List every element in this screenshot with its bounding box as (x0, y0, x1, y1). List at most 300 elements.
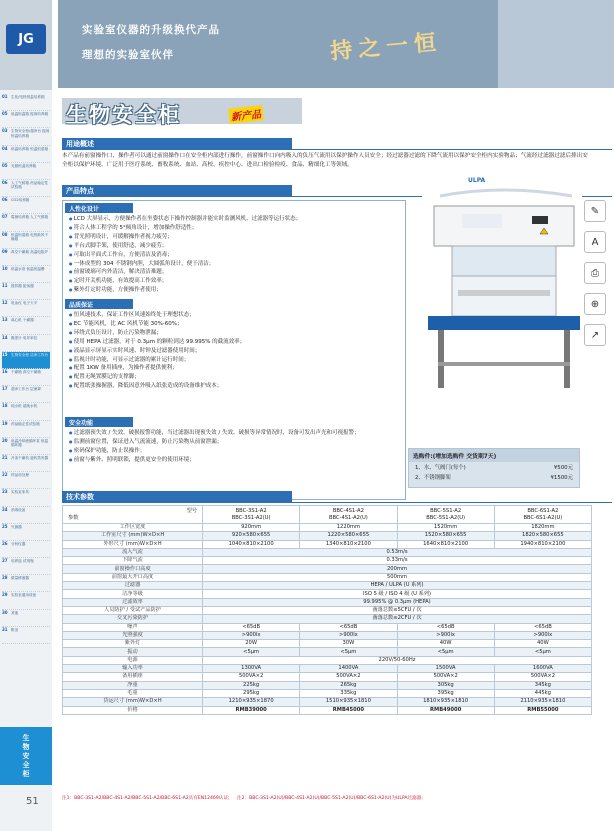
nav-num: 13 (2, 317, 8, 323)
nav-label: 灭菌器 (11, 524, 22, 529)
row-label: 工作区宽度 (63, 524, 203, 532)
feature-item (69, 286, 401, 295)
table-row (63, 640, 592, 648)
nav-num: 12 (2, 300, 8, 306)
nav-num: 17 (2, 386, 8, 392)
nav-item[interactable] (2, 610, 50, 627)
feature-text: 符合人体工程学的 5°倾角设计，增加操作舒适性； (73, 224, 198, 231)
nav-item[interactable] (2, 111, 50, 128)
nav-item[interactable] (2, 335, 50, 352)
nav-item[interactable] (2, 369, 50, 386)
nav-label: 生物安全柜 洁净工作台 (11, 352, 49, 357)
table-row (63, 689, 592, 697)
nav-num: 10 (2, 265, 8, 271)
feature-item (69, 438, 401, 447)
feature-item (69, 251, 401, 260)
nav-label: 纯水机 超纯水机 (11, 404, 38, 409)
product-image (422, 186, 582, 396)
row-value: RMB39000 (203, 706, 300, 714)
row-value: 1220×580×655 (300, 532, 397, 540)
row-label: 电源 (63, 656, 203, 664)
page-title: 生物安全柜 (66, 103, 181, 127)
nav-item[interactable] (2, 438, 50, 455)
header-model: 型号 (186, 507, 197, 514)
bullet-icon: ● (69, 312, 74, 317)
sub-humanized: 人性化设计 (65, 203, 133, 213)
banner-line1: 实验室仪器的升级换代产品 (82, 24, 220, 36)
nav-label: 搅拌器 振荡器 (11, 284, 34, 289)
feature-text: 前窗玻璃可内外清洁，解决清洁难题； (73, 269, 168, 276)
nav-item[interactable] (2, 94, 50, 111)
row-value: 1510×935×1810 (300, 698, 397, 706)
quality-list (69, 311, 401, 391)
feature-text: 定时开关机功能，有效提高工作效率； (73, 278, 168, 285)
bullet-icon: ● (69, 456, 74, 462)
model-header: BBC-4S1-A2 BBC-4S1-A2(U) (300, 506, 397, 524)
nav-num: 24 (2, 506, 8, 512)
feature-item (69, 456, 401, 465)
nav-num: 31 (2, 626, 8, 632)
feature-text: 密码保护功能，防止误操作； (73, 447, 146, 454)
intro-text: 本产品有前窗操作口，操作者可以通过前窗操作口在安全柜内部进行操作，前窗操作口向内吸入的负压气流用以保护操作人员安全；经过滤器过滤的下降气流用以保护安全柜内实验物品；气流经过滤器过滤后排出安全柜以保护环境。广泛用于医疗系统、畜牧系统、血站、高校、疾控中心、进出口检验检疫、食品、精细化工等领域。 (62, 153, 588, 168)
row-value: 1520mm (397, 524, 494, 532)
feature-item (69, 215, 401, 224)
nav-label: 分析仪器 (11, 541, 26, 546)
edit-icon[interactable]: ✎ (584, 200, 606, 222)
feature-text: 恒风速技术，保证工作区风速始终处于理想状态； (73, 312, 195, 318)
header-corner (63, 506, 203, 524)
nav-num: 07 (2, 214, 8, 220)
feature-item (69, 356, 401, 365)
nav-label: 离心机 干燥器 (11, 318, 34, 323)
nav-label: 真空干燥箱 高温电阻炉 (11, 249, 49, 254)
nav-item[interactable] (2, 180, 50, 197)
nav-num: 19 (2, 420, 8, 426)
nav-label: 低温冷却液循环泵 恒温循环器 (11, 438, 49, 447)
bullet-icon: ● (69, 320, 74, 326)
row-value: 1600VA (494, 665, 591, 673)
model-header: BBC-6S1-A2 BBC-6S1-A2(U) (494, 506, 591, 524)
row-value: 20W (203, 640, 300, 648)
nav-num: 27 (2, 558, 8, 564)
bullet-icon: ● (69, 438, 74, 444)
row-value: <5μm (203, 648, 300, 656)
feature-text: 液晶显示屏显示实时风速、时钟及过滤器使用时间； (73, 347, 201, 354)
nav-num: 08 (2, 231, 8, 237)
bullet-icon: ● (69, 338, 74, 344)
table-row (63, 656, 592, 664)
nav-num: 06 (2, 197, 8, 203)
row-value: 40W (397, 640, 494, 648)
feature-text: 配置无绳置膜记的支撑脚； (73, 374, 140, 381)
row-value: 305kg (397, 681, 494, 689)
row-label: 下降气流 (63, 557, 203, 565)
nav-item[interactable] (2, 266, 50, 283)
nav-num: 23 (2, 489, 8, 495)
row-label: 过滤效率 (63, 598, 203, 606)
row-value: 1940×810×2100 (494, 540, 591, 548)
nav-item[interactable] (2, 249, 50, 266)
row-value: 0.53m/s (203, 548, 592, 556)
row-value: 200mm (203, 565, 592, 573)
row-value: >900lx (203, 631, 300, 639)
row-value: 500VA×2 (397, 673, 494, 681)
table-row (63, 532, 592, 540)
nav-label: 恒温水浴 低温恒温槽 (11, 266, 45, 271)
table-row (63, 557, 592, 565)
annotation-toolbar (584, 200, 608, 370)
table-row (63, 665, 592, 673)
row-label: 输入功率 (63, 665, 203, 673)
feature-item (69, 311, 401, 320)
feature-item (69, 338, 401, 347)
row-value: <5μm (494, 648, 591, 656)
row-value: <65dB (494, 623, 591, 631)
row-value: 500VA×2 (300, 673, 397, 681)
feature-item (69, 429, 401, 438)
bullet-icon: ● (69, 278, 74, 284)
bullet-icon: ● (69, 430, 74, 435)
footnote: 注1：BBC-3S1-A2/BBC-4S1-A2/BBC-5S1-A2/BBC-6S1-A2具有EN12469认证; (62, 796, 230, 801)
row-value: 1300VA (203, 665, 300, 673)
nav-item[interactable] (2, 214, 50, 231)
row-value: 500mm (203, 573, 592, 581)
bullet-icon: ● (69, 216, 74, 221)
bullet-icon: ● (69, 251, 74, 257)
row-value: 295kg (203, 689, 300, 697)
ulpa-label: ULPA (468, 177, 486, 184)
table-row (63, 673, 592, 681)
feature-text: 监测前窗位置，保证进入气流流速，防止污染物从前窗泄漏； (73, 438, 223, 445)
nav-label: 实验室通用设备 (11, 593, 37, 598)
bullet-icon: ● (69, 383, 74, 389)
bullet-icon: ● (69, 447, 74, 453)
row-value: 1820×580×655 (494, 532, 591, 540)
nav-num: 14 (2, 334, 8, 340)
share-icon[interactable]: ↗ (584, 324, 606, 346)
row-label: 人员防护 / 受试产品防护 (63, 606, 203, 614)
spec-table (62, 505, 592, 715)
nav-item[interactable] (2, 352, 50, 369)
nav-num: 21 (2, 454, 8, 460)
features-box (62, 200, 406, 500)
banner-line2: 理想的实验室伙伴 (82, 49, 174, 61)
nav-label: 药品稳定性试验箱 (11, 421, 40, 426)
nav-item[interactable] (2, 232, 50, 249)
row-value: 1810×935×1810 (397, 698, 494, 706)
banner-slogan: 持之一恒 (329, 29, 444, 65)
row-label: 前窗操作口高度 (63, 565, 203, 573)
nav-num: 28 (2, 575, 8, 581)
nav-label: 冷冻干燥机 旋转蒸发器 (11, 455, 49, 460)
row-label: 振动 (63, 648, 203, 656)
section-overview: 用途概述 (62, 138, 292, 150)
nav-item[interactable] (2, 575, 50, 592)
feature-item (69, 382, 401, 391)
bullet-icon: ● (69, 224, 74, 230)
nav-item[interactable] (2, 627, 50, 644)
nav-item[interactable] (2, 472, 50, 489)
bullet-icon: ● (69, 365, 74, 371)
table-row (63, 582, 592, 590)
nav-item[interactable] (2, 128, 50, 145)
nav-label: 低温恒温箱 振荡培养箱 (11, 112, 49, 117)
row-value: 1400VA (300, 665, 397, 673)
logo-area (0, 0, 52, 90)
nav-item[interactable] (2, 317, 50, 334)
row-label: 价格 (63, 706, 203, 714)
feature-text: 过滤器预失效 / 失效、破损报警功能，当过滤器出现预失效 / 失效、破损等异常情况时，设备可发出声光和可视报警； (73, 430, 360, 436)
table-row (63, 598, 592, 606)
footnotes (62, 795, 592, 801)
row-label: 毛重 (63, 689, 203, 697)
feature-item (69, 364, 401, 373)
bullet-icon: ● (69, 269, 74, 275)
nav-label: 电泳仪 电子天平 (11, 301, 38, 306)
nav-num: 20 (2, 437, 8, 443)
row-value: 225kg (203, 681, 300, 689)
table-row (63, 590, 592, 598)
nav-num: 22 (2, 472, 8, 478)
nav-item[interactable] (2, 386, 50, 403)
nav-num: 25 (2, 523, 8, 529)
feature-item (69, 242, 401, 251)
feature-item (69, 233, 401, 242)
row-value: 菌落总数≤5CFU / 次 (203, 606, 592, 614)
row-value: >900lx (397, 631, 494, 639)
feature-item (69, 373, 401, 382)
row-label: 前窗最大开口高度 (63, 573, 203, 581)
table-row (63, 698, 592, 706)
page-number: 51 (26, 796, 39, 807)
print-icon[interactable]: ⎙ (584, 262, 606, 284)
feature-item (69, 320, 401, 329)
feature-text: LCD 大屏显示，方便操作者在坐姿状态下操作控制器并能实时监测风机、过滤器等运行状态； (73, 216, 302, 222)
nav-label: 恒温培养箱 恒温恒湿箱 (11, 146, 49, 151)
feature-text: 紫外灯定时功能，方便操作者使用； (73, 287, 162, 294)
nav-item[interactable] (2, 455, 50, 472)
nav-label: 实验室家具 (11, 490, 29, 495)
option-row: 1、水、气阀门(每个) ¥500元 (415, 465, 573, 471)
feature-text: 配置 1KW 备用插座，为操作者提供便利； (73, 365, 178, 372)
model-header: BBC-5S1-A2 BBC-5S1-A2(U) (397, 506, 494, 524)
row-label: 光照强度 (63, 631, 203, 639)
feature-text: 平台式脚手架，使用舒适，减少疲劳； (73, 242, 168, 249)
option-row: 2、不锈钢脚架 ¥1500元 (415, 475, 573, 481)
new-product-badge: 新产品 (228, 105, 263, 123)
bullet-icon: ● (69, 242, 74, 248)
table-row (63, 623, 592, 631)
category-nav (2, 94, 50, 644)
nav-item[interactable] (2, 300, 50, 317)
options-box (408, 448, 580, 488)
row-value: 395kg (397, 689, 494, 697)
nav-item[interactable] (2, 558, 50, 575)
nav-num: 03 (2, 128, 8, 134)
row-value: 1820mm (494, 524, 591, 532)
row-label: 工作室尺寸 (mm)W×D×H (63, 532, 203, 540)
nav-item[interactable] (2, 163, 50, 180)
row-value: 1220mm (300, 524, 397, 532)
row-value: 335kg (300, 689, 397, 697)
table-row (63, 648, 592, 656)
row-value: 1500VA (397, 665, 494, 673)
nav-num: 30 (2, 609, 8, 615)
feature-item (69, 277, 401, 286)
row-label: 净重 (63, 681, 203, 689)
nav-label: 培养皿 试剂瓶 (11, 559, 34, 564)
row-value: >900lx (494, 631, 591, 639)
sub-safety: 安全功能 (65, 417, 133, 427)
row-value: 445kg (494, 689, 591, 697)
text-style-icon[interactable]: A (584, 231, 606, 253)
row-value: 220V/50-60Hz (203, 656, 592, 664)
nav-item[interactable] (2, 507, 50, 524)
section-params: 技术参数 (62, 491, 292, 503)
nav-num: 15 (2, 351, 8, 357)
row-value: 40W (494, 640, 591, 648)
row-value: 265kg (300, 681, 397, 689)
row-value: 30W (300, 640, 397, 648)
feature-item (69, 329, 401, 338)
row-value: 920mm (203, 524, 300, 532)
bullet-icon: ● (69, 287, 74, 293)
header-param: 参数 (68, 514, 79, 521)
bullet-icon: ● (69, 356, 74, 362)
zoom-icon[interactable]: ⊕ (584, 293, 606, 315)
nav-label: 样品前处理 (11, 473, 29, 478)
feature-text: 监视计时功能，可显示过滤器的累计运行时间； (73, 356, 190, 363)
nav-item[interactable] (2, 421, 50, 438)
row-label: 备用插座 (63, 673, 203, 681)
row-value: 99.995% @ 0.3μm (HEPA) (203, 598, 592, 606)
table-row (63, 615, 592, 623)
row-value: 1210×935×1870 (203, 698, 300, 706)
model-header: BBC-3S1-A2 BBC-3S1-A2(U) (203, 506, 300, 524)
nav-num: 26 (2, 540, 8, 546)
row-label: 交叉污染防护 (63, 615, 203, 623)
row-value: HEPA / ULPA (U 系列) (203, 582, 592, 590)
options-title: 选购件:(增加选购件 交货期7天) (409, 449, 579, 462)
row-value: 1520×580×655 (397, 532, 494, 540)
bullet-icon: ● (69, 329, 74, 335)
feature-text: 可取出平面式工作台，方便清洁及消毒； (73, 251, 173, 258)
feature-item (69, 224, 401, 233)
row-label: 过滤器 (63, 582, 203, 590)
feature-text: 一体成型的 304 不锈钢内胆，大圆弧角设计，便于清洁； (73, 260, 215, 267)
banner-image-strip (498, 0, 614, 88)
row-value: 0.33m/s (203, 557, 592, 565)
feature-item (69, 268, 401, 277)
row-value: >900lx (300, 631, 397, 639)
feature-text: 环绕式负压设计，防止污染物泄漏； (73, 329, 162, 336)
feature-text: 前窗与紫外、照明联锁，提供更安全的使用环境； (73, 456, 195, 463)
nav-label: 人工气候箱 药品稳定性试验箱 (11, 180, 49, 190)
table-row (63, 540, 592, 548)
feature-text: 使用 HEPA 过滤器，对于 0.3μm 的颗粒到达 99.995% 的截流效率； (73, 338, 246, 345)
nav-num: 05 (2, 162, 8, 168)
nav-label: 附录 (11, 627, 19, 632)
row-value: 2110×935×1810 (494, 698, 591, 706)
nav-item[interactable] (2, 541, 50, 558)
row-value: 1340×810×2100 (300, 540, 397, 548)
nav-item[interactable] (2, 592, 50, 609)
nav-label: 超净工作台 层流罩 (11, 387, 41, 392)
bullet-icon: ● (69, 374, 74, 380)
row-value: 1040×810×2100 (203, 540, 300, 548)
nav-label: 干燥箱 真空干燥箱 (11, 370, 41, 374)
table-row (63, 606, 592, 614)
row-label: 外形尺寸 (mm)W×D×H (63, 540, 203, 548)
row-value: 1640×810×2100 (397, 540, 494, 548)
sub-quality: 品质保证 (65, 299, 133, 309)
nav-label: 消毒设备 (11, 507, 26, 512)
banner (58, 0, 614, 88)
nav-item[interactable] (2, 146, 50, 163)
nav-item[interactable] (2, 403, 50, 420)
safety-list (69, 429, 401, 465)
table-row (63, 681, 592, 689)
table-row (63, 524, 592, 532)
nav-num: 01 (2, 94, 8, 99)
feature-item (69, 447, 401, 456)
nav-item[interactable] (2, 489, 50, 506)
table-row (63, 573, 592, 581)
row-value: <65dB (300, 623, 397, 631)
nav-num: 04 (2, 145, 8, 151)
nav-num: 18 (2, 403, 8, 409)
nav-item[interactable] (2, 283, 50, 300)
nav-label: 恒温恒湿箱 电热鼓风干燥箱 (11, 232, 49, 241)
brand-logo: JG (6, 24, 46, 54)
nav-label: 其他 (11, 610, 19, 615)
row-value: RMB55000 (494, 706, 591, 714)
row-label: 噪声 (63, 623, 203, 631)
nav-label: 微量移液器 (11, 576, 29, 581)
row-value: 345kg (494, 681, 591, 689)
row-label: 洁净等级 (63, 590, 203, 598)
nav-num: 06 (2, 179, 8, 185)
nav-num: 16 (2, 369, 8, 374)
bullet-icon: ● (69, 260, 74, 266)
table-row (63, 565, 592, 573)
row-value: RMB45000 (300, 706, 397, 714)
row-value: <5μm (300, 648, 397, 656)
nav-num: 11 (2, 283, 8, 289)
nav-label: 霉菌培养箱 人工气候箱 (11, 215, 49, 220)
table-row (63, 706, 592, 714)
feature-text: EC 节能风机，比 AC 风机节能 30%-60%； (73, 320, 183, 327)
nav-label: CO2培养箱 (11, 198, 30, 203)
bullet-icon: ● (69, 347, 74, 353)
nav-label: 生物安全柜/超净台 振荡恒温培养箱 (11, 129, 50, 138)
feature-text: 配置纸张操握器，降低因意外吸入纸张造成的设备维护成本； (73, 383, 223, 390)
row-value: ISO 5 级 / ISO 4 级 (U 系列) (203, 590, 592, 598)
row-value: <5μm (397, 648, 494, 656)
nav-item[interactable] (2, 197, 50, 214)
row-value: <65dB (397, 623, 494, 631)
row-value: <65dB (203, 623, 300, 631)
nav-label: 生化/电热恒温培养箱 (11, 95, 45, 99)
sidebar (0, 0, 52, 831)
feature-item (69, 347, 401, 356)
nav-label: 光照恒温培养箱 (11, 163, 37, 168)
nav-num: 09 (2, 248, 8, 254)
row-value: 菌落总数≤2CFU / 次 (203, 615, 592, 623)
bullet-icon: ● (69, 233, 74, 239)
feature-item (69, 260, 401, 269)
nav-item[interactable] (2, 524, 50, 541)
